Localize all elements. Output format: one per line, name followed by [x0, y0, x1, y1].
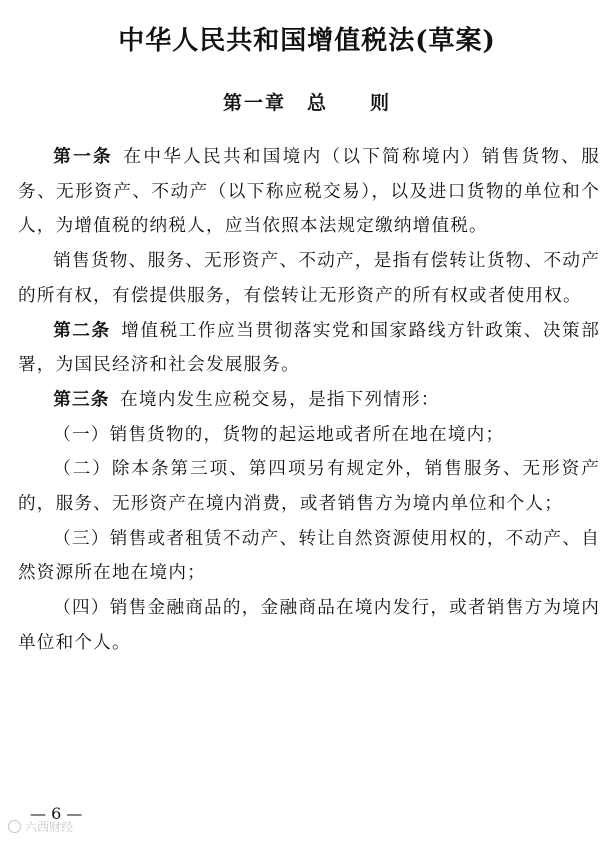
article-paragraph — [18, 314, 600, 383]
document-body — [18, 140, 600, 661]
list-item — [18, 418, 600, 453]
article-label: 第二条 — [53, 320, 111, 341]
article-label: 第一条 — [53, 147, 113, 167]
watermark-text: 六西财经 — [25, 820, 74, 834]
article-label: 第三条 — [53, 389, 110, 410]
article-paragraph — [18, 383, 600, 418]
article-text: 在中华人民共和国境内（以下简称境内）销售货物、服务、无形资产、不动产（以下称应税交易），以及进口货物的单位和个人，为增值税的纳税人，应当依照本法规定缴纳增值税。 — [18, 147, 600, 237]
list-item-text: （四）销售金融商品的，金融商品在境内发行，或者销售方为境内单位和个人。 — [18, 598, 600, 653]
page-number: — 6 — — [30, 804, 83, 823]
weibo-logo-icon — [8, 820, 21, 833]
chapter-heading: 第一章 总 则 — [222, 92, 391, 114]
article-paragraph — [18, 244, 600, 313]
list-item-text: （一）销售货物的，货物的起运地或者所在地在境内； — [53, 424, 505, 445]
document-title: 中华人民共和国增值税法(草案) — [118, 26, 496, 56]
list-item — [18, 591, 600, 660]
article-text: 销售货物、服务、无形资产、不动产，是指有偿转让货物、不动产的所有权，有偿提供服务，有偿转让无形资产的所有权或者使用权。 — [18, 251, 600, 306]
list-item — [18, 452, 600, 521]
article-text: 在境内发生应税交易，是指下列情形： — [120, 389, 440, 410]
article-text: 增值税工作应当贯彻落实党和国家路线方针政策、决策部署，为国民经济和社会发展服务。 — [18, 320, 600, 376]
article-paragraph — [18, 140, 600, 244]
list-item-text: （二）除本条第三项、第四项另有规定外，销售服务、无形资产的，服务、无形资产在境内消费，或者销售方为境内单位和个人； — [18, 459, 600, 515]
list-item — [18, 522, 600, 591]
list-item-text: （三）销售或者租赁不动产、转让自然资源使用权的，不动产、自然资源所在地在境内； — [18, 528, 600, 584]
watermark — [8, 818, 73, 835]
